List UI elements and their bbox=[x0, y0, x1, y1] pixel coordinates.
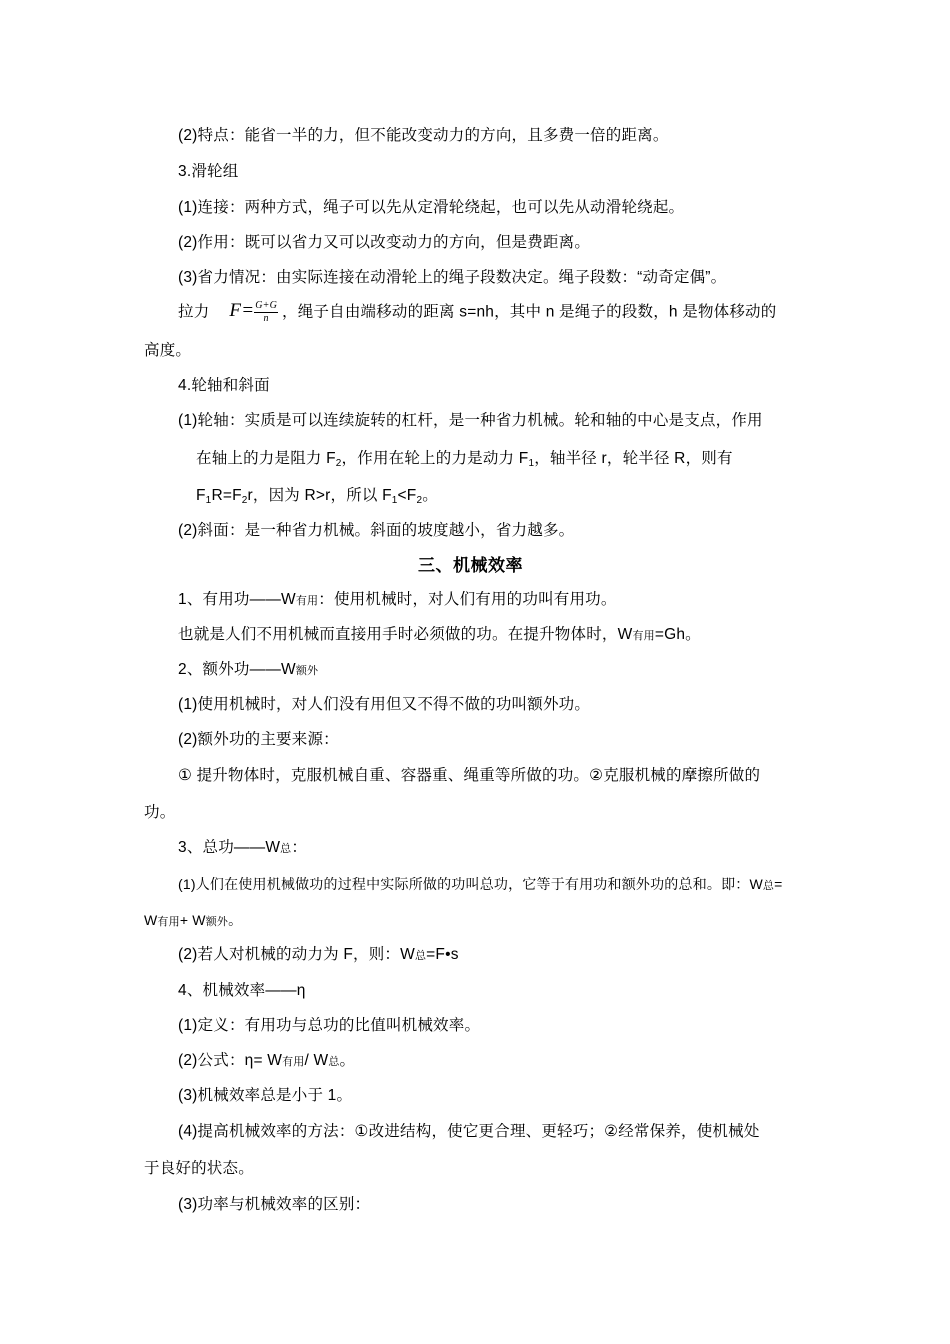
efficiency-improve: (4)提高机械效率的方法：①改进结构，使它更合理、更轻巧；②经常保养，使机械处 bbox=[178, 1123, 760, 1140]
extra-work-sources-detail: ① 提升物体时，克服机械自重、容器重、绳重等所做的功。②克服机械的摩擦所做的 bbox=[178, 767, 761, 784]
power-vs-efficiency: (3)功率与机械效率的区别： bbox=[178, 1196, 371, 1213]
inclined-plane: (2)斜面：是一种省力机械。斜面的坡度越小，省力越多。 bbox=[178, 522, 575, 539]
pull-force-formula: F= $\frac{G+G}{n}$ bbox=[229, 300, 278, 324]
extra-work-title: 2、额外功——W额外 bbox=[178, 661, 319, 678]
pulley-block-function: (2)作用：既可以省力又可以改变动力的方向，但是费距离。 bbox=[178, 234, 591, 251]
pulley-block-title: 3.滑轮组 bbox=[178, 163, 239, 180]
pull-label: 拉力 bbox=[178, 303, 210, 321]
efficiency-less-than-one: (3)机械效率总是小于 1。 bbox=[178, 1087, 353, 1104]
efficiency-def: (1)定义：有用功与总功的比值叫机械效率。 bbox=[178, 1017, 481, 1034]
wheel-axle-p1: (1)轮轴：实质是可以连续旋转的杠杆，是一种省力机械。轮和轴的中心是支点，作用 bbox=[178, 412, 763, 429]
pulley-block-force-saving: (3)省力情况：由实际连接在动滑轮上的绳子段数决定。绳子段数：“动奇定偶”。 bbox=[178, 269, 727, 286]
pull-force-line bbox=[178, 300, 776, 330]
wheel-axle-p1-line3: $F_1R=F_2r$，因为 R>r，所以 $F_1<F_2$。 bbox=[196, 487, 438, 506]
efficiency-formula: (2)公式：η= W有用/ W总。 bbox=[178, 1052, 356, 1069]
extra-work-def: (1)使用机械时，对人们没有用但又不得不做的功叫额外功。 bbox=[178, 696, 591, 713]
useful-work-explain: 也就是人们不用机械而直接用手时必须做的功。在提升物体时，W有用=Gh。 bbox=[178, 626, 701, 643]
moving-pulley-feature: (2)特点：能省一半的力，但不能改变动力的方向，且多费一倍的距离。 bbox=[178, 127, 669, 144]
total-work-def-cont: W有用+ W额外。 bbox=[144, 912, 243, 928]
total-work-def: (1)人们在使用机械做功的过程中实际所做的功叫总功，它等于有用功和额外功的总和。即：W总= bbox=[178, 876, 783, 892]
section-heading-efficiency: 三、机械效率 bbox=[418, 556, 523, 575]
pull-force-description: ，绳子自由端移动的距离 s=nh，其中 n 是绳子的段数，h 是物体移动的 bbox=[282, 303, 777, 321]
pull-force-description-cont: 高度。 bbox=[144, 342, 192, 359]
total-work-title: 3、总功——W总： bbox=[178, 839, 308, 856]
pulley-block-connection: (1)连接：两种方式，绳子可以先从定滑轮绕起，也可以先从动滑轮绕起。 bbox=[178, 199, 685, 216]
extra-work-sources-detail-cont: 功。 bbox=[144, 804, 176, 821]
extra-work-sources: (2)额外功的主要来源： bbox=[178, 731, 339, 748]
total-work-formula: (2)若人对机械的动力为 F，则：W总=F•s bbox=[178, 946, 459, 963]
wheel-axle-title: 4.轮轴和斜面 bbox=[178, 377, 270, 394]
efficiency-improve-cont: 于良好的状态。 bbox=[144, 1160, 254, 1177]
efficiency-title: 4、机械效率——η bbox=[178, 982, 306, 999]
wheel-axle-p1-line2: 在轴上的力是阻力 $F_2$，作用在轮上的力是动力 $F_1$，轴半径 r，轮半径 R，则有 bbox=[196, 450, 733, 469]
useful-work-def: 1、有用功——W有用：使用机械时，对人们有用的功叫有用功。 bbox=[178, 591, 617, 608]
